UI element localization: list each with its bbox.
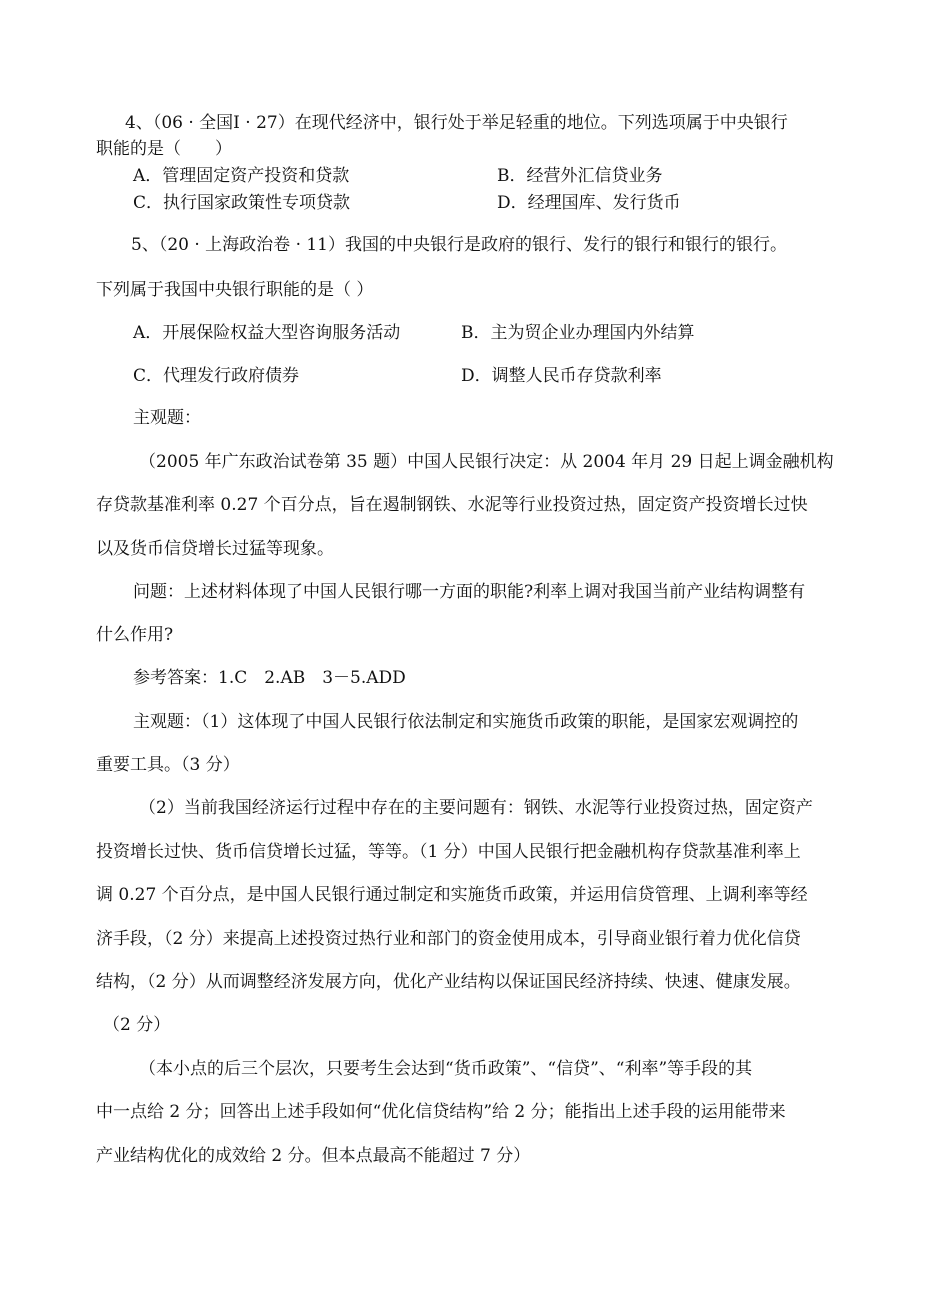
q4-option-b: B．经营外汇信贷业务 <box>497 166 663 186</box>
q5-option-b: B．主为贸企业办理国内外结算 <box>461 323 695 343</box>
q4-option-a: A．管理固定资产投资和贷款 <box>133 166 350 186</box>
answer2-line3: 调 0.27 个百分点，是中国人民银行通过制定和实施货币政策，并运用信贷管理、上调利率等经 <box>96 885 808 905</box>
q4-stem-line1: 4、（06 · 全国Ⅰ · 27）在现代经济中，银行处于举足轻重的地位。下列选项属于中央银行 <box>125 113 788 133</box>
question-line1: 问题：上述材料体现了中国人民银行哪一方面的职能?利率上调对我国当前产业结构调整有 <box>133 582 806 602</box>
scoring-note-line2: 中一点给 2 分；回答出上述手段如何“优化信贷结构”给 2 分；能指出上述手段的运用能带来 <box>96 1102 786 1122</box>
subjective-heading: 主观题： <box>133 408 201 428</box>
material-line1: （2005 年广东政治试卷第 35 题）中国人民银行决定：从 2004 年月 29 日起上调金融机构 <box>139 452 834 472</box>
q4-option-d: D．经理国库、发行货币 <box>497 193 681 213</box>
answer2-line1: （2）当前我国经济运行过程中存在的主要问题有：钢铁、水泥等行业投资过热，固定资产 <box>139 798 813 818</box>
question-line2: 什么作用? <box>96 625 174 645</box>
answer2-line4: 济手段，（2 分）来提高上述投资过热行业和部门的资金使用成本，引导商业银行着力优化信贷 <box>96 929 801 949</box>
reference-answers: 参考答案：1.C 2.AB 3－5.ADD <box>133 668 406 688</box>
q4-stem-line2: 职能的是（ ） <box>96 139 232 159</box>
q5-option-d: D．调整人民币存贷款利率 <box>461 366 662 386</box>
answer1-line2: 重要工具。（3 分） <box>96 755 240 775</box>
answer1-line1: 主观题：（1）这体现了中国人民银行依法制定和实施货币政策的职能，是国家宏观调控的 <box>133 712 799 732</box>
scoring-note-line1: （本小点的后三个层次，只要考生会达到“货币政策”、“信贷”、“利率”等手段的其 <box>139 1059 753 1079</box>
material-line3: 以及货币信贷增长过猛等现象。 <box>96 539 334 559</box>
answer2-line6: （2 分） <box>103 1015 171 1035</box>
q5-stem-line1: 5、（20 · 上海政治卷 · 11）我国的中央银行是政府的银行、发行的银行和银行的银行。 <box>131 235 788 255</box>
material-line2: 存贷款基准利率 0.27 个百分点，旨在遏制钢铁、水泥等行业投资过热，固定资产投资增长过快 <box>96 495 808 515</box>
answer2-line5: 结构，（2 分）从而调整经济发展方向，优化产业结构以保证国民经济持续、快速、健康发展。 <box>96 972 801 992</box>
q5-stem-line2: 下列属于我国中央银行职能的是（ ） <box>96 280 374 300</box>
q5-option-a: A．开展保险权益大型咨询服务活动 <box>133 323 401 343</box>
q4-option-c: C．执行国家政策性专项贷款 <box>133 193 351 213</box>
answer2-line2: 投资增长过快、货币信贷增长过猛，等等。（1 分）中国人民银行把金融机构存贷款基准利率上 <box>96 842 801 862</box>
scoring-note-line3: 产业结构优化的成效给 2 分。但本点最高不能超过 7 分） <box>96 1146 531 1166</box>
q5-option-c: C．代理发行政府债券 <box>133 366 300 386</box>
